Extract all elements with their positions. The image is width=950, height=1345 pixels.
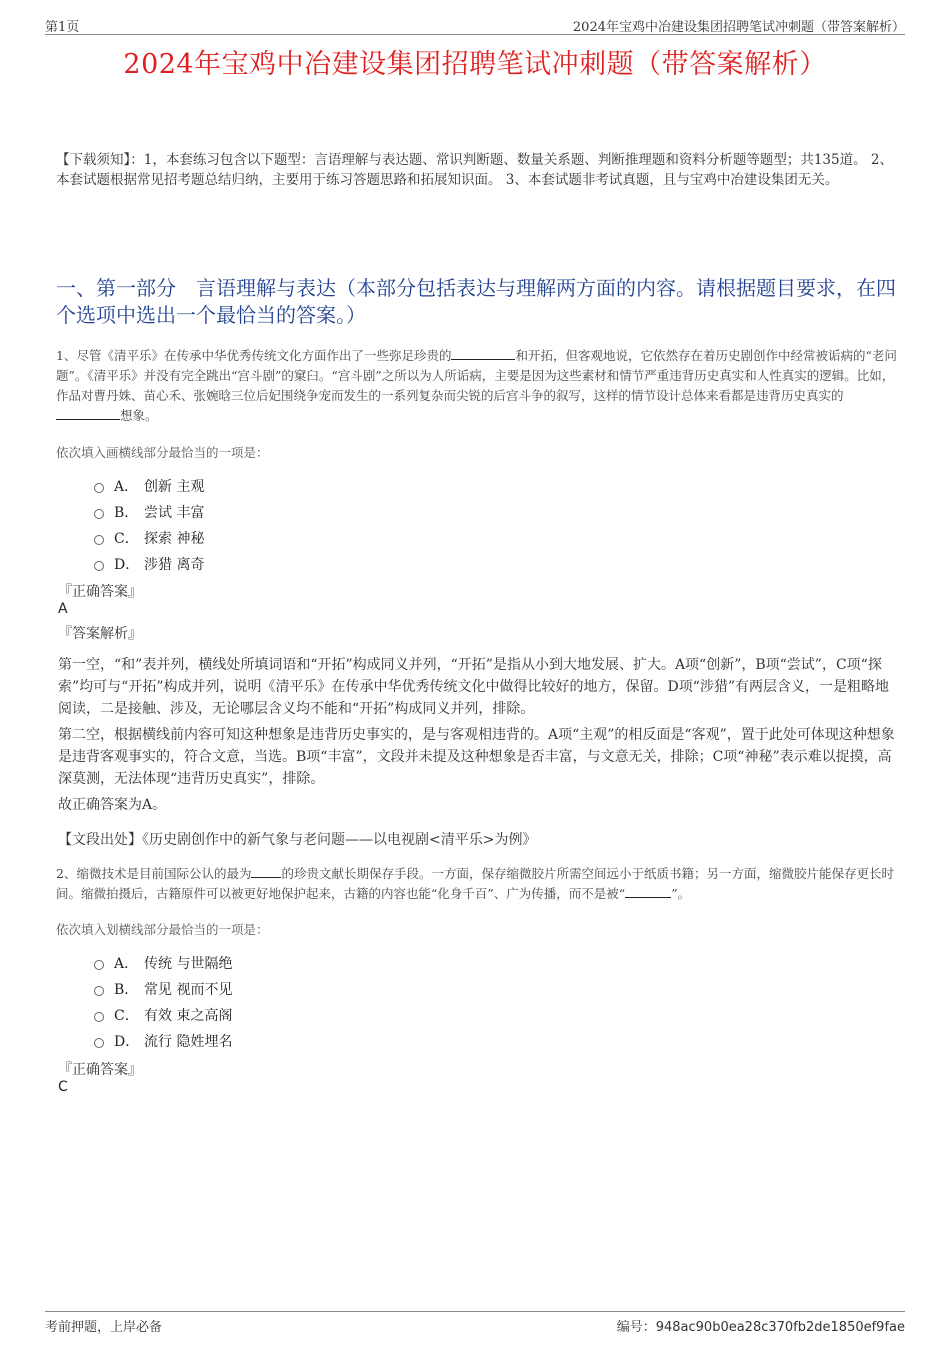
source-citation: 【文段出处】《历史剧创作中的新气象与老问题——以电视剧<清平乐>为例》 — [58, 832, 537, 848]
radio-icon[interactable] — [94, 986, 104, 996]
answer-label: 『正确答案』 — [58, 584, 142, 600]
question-1-prompt: 依次填入画横线部分最恰当的一项是： — [56, 445, 269, 460]
fill-blank — [56, 406, 120, 420]
question-2-options — [94, 950, 232, 1054]
section-heading: 一、第一部分 言语理解与表达（本部分包括表达与理解两方面的内容。请根据题目要求，在四个选项中选出一个最恰当的答案。） — [56, 276, 896, 327]
download-notice: 【下载须知】：1，本套练习包含以下题型：言语理解与表达题、常识判断题、数量关系题、判断推理题和资料分析题等题型；共135道。 2、本套试题根据常见招考题总结归纳，主要用于练习答题思路和拓展知识面。 3、本套试题非考试真题，且与宝鸡中冶建设集团无关。 — [56, 152, 893, 188]
fill-blank — [451, 346, 515, 360]
page-title: 2024年宝鸡中冶建设集团招聘笔试冲刺题（带答案解析） — [123, 49, 827, 80]
analysis-paragraph-1: 第一空，“和”表并列，横线处所填词语和“开拓”构成同义并列，“开拓”是指从小到大地发展、扩大。A项“创新”，B项“尝试”，C项“探索”均可与“开拓”构成并列，说明《清平乐》在传承中华优秀传统文化中做得比较好的地方，保留。D项“涉猎”有两层含义，一是粗略地阅读，二是接触、涉及，无论哪层含义均不能和“开拓”构成同义并列，排除。 — [58, 657, 890, 717]
analysis-paragraph-2: 第二空，根据横线前内容可知这种想象是违背历史事实的，是与客观相违背的。A项“主观”的相反面是“客观”，置于此处可体现这种想象是违背客观事实的，符合文意，当选。B项“丰富”，文段并未提及这种想象是否丰富，与文意无关，排除；C项“神秘”表示难以捉摸，高深莫测，无法体现“违背历史真实”，排除。 — [58, 727, 895, 787]
option-b[interactable]: B． 尝试 丰富 — [94, 499, 204, 525]
answer-value: C — [58, 1079, 68, 1095]
option-d[interactable]: D． 流行 隐姓埋名 — [94, 1028, 232, 1054]
option-d[interactable]: D． 涉猎 离奇 — [94, 551, 204, 577]
question-1-text: 1、尽管《清平乐》在传承中华优秀传统文化方面作出了一些弥足珍贵的 和开拓，但客观地说，它依然存在着历史剧创作中经常被诟病的“老问题”。《清平乐》并没有完全跳出“宫斗剧”的窠臼。“宫斗剧”之所以为人所诟病，主要是因为这些素材和情节严重违背历史真实和人性真实的逻辑。比如，作品对曹丹姝、苗心禾、张婉晗三位后妃围绕争宠而发生的一系列复杂而尖锐的后宫斗争的叙写，这样的情节设计总体来看都是违背历史真实的想象。 — [56, 348, 897, 423]
answer-label: 『正确答案』 — [58, 1062, 142, 1078]
footer-slogan: 考前押题，上岸必备 — [45, 1320, 163, 1335]
radio-icon[interactable] — [94, 1012, 104, 1022]
option-a[interactable]: A． 传统 与世隔绝 — [94, 950, 232, 976]
radio-icon[interactable] — [94, 960, 104, 970]
question-2-text: 2、缩微技术是目前国际公认的最为 的珍贵文献长期保存手段。一方面，保存缩微胶片所需空间远小于纸质书籍；另一方面，缩微胶片能保存更长时间。缩微拍摄后，古籍原件可以被更好地保护起来，古籍的内容也能“化身千百”、广为传播，而不是被“ ”。 — [56, 866, 894, 901]
page-footer — [45, 1311, 905, 1334]
radio-icon[interactable] — [94, 535, 104, 545]
answer-value: A — [58, 601, 68, 617]
radio-icon[interactable] — [94, 509, 104, 519]
analysis-label: 『答案解析』 — [58, 626, 142, 642]
page-header — [45, 14, 905, 35]
question-2-prompt: 依次填入划横线部分最恰当的一项是： — [56, 922, 269, 937]
option-c[interactable]: C． 有效 束之高阁 — [94, 1002, 232, 1028]
fill-blank — [251, 864, 281, 878]
radio-icon[interactable] — [94, 483, 104, 493]
radio-icon[interactable] — [94, 1038, 104, 1048]
page-number: 第1页 — [45, 20, 80, 35]
answer-conclusion: 故正确答案为A。 — [58, 797, 167, 813]
header-doc-title: 2024年宝鸡中冶建设集团招聘笔试冲刺题（带答案解析） — [572, 20, 905, 35]
option-c[interactable]: C． 探索 神秘 — [94, 525, 204, 551]
document-code: 编号：948ac90b0ea28c370fb2de1850ef9fae — [616, 1320, 905, 1335]
fill-blank — [625, 884, 671, 898]
option-a[interactable]: A． 创新 主观 — [94, 473, 204, 499]
option-b[interactable]: B． 常见 视而不见 — [94, 976, 232, 1002]
question-1-options — [94, 473, 204, 577]
radio-icon[interactable] — [94, 561, 104, 571]
